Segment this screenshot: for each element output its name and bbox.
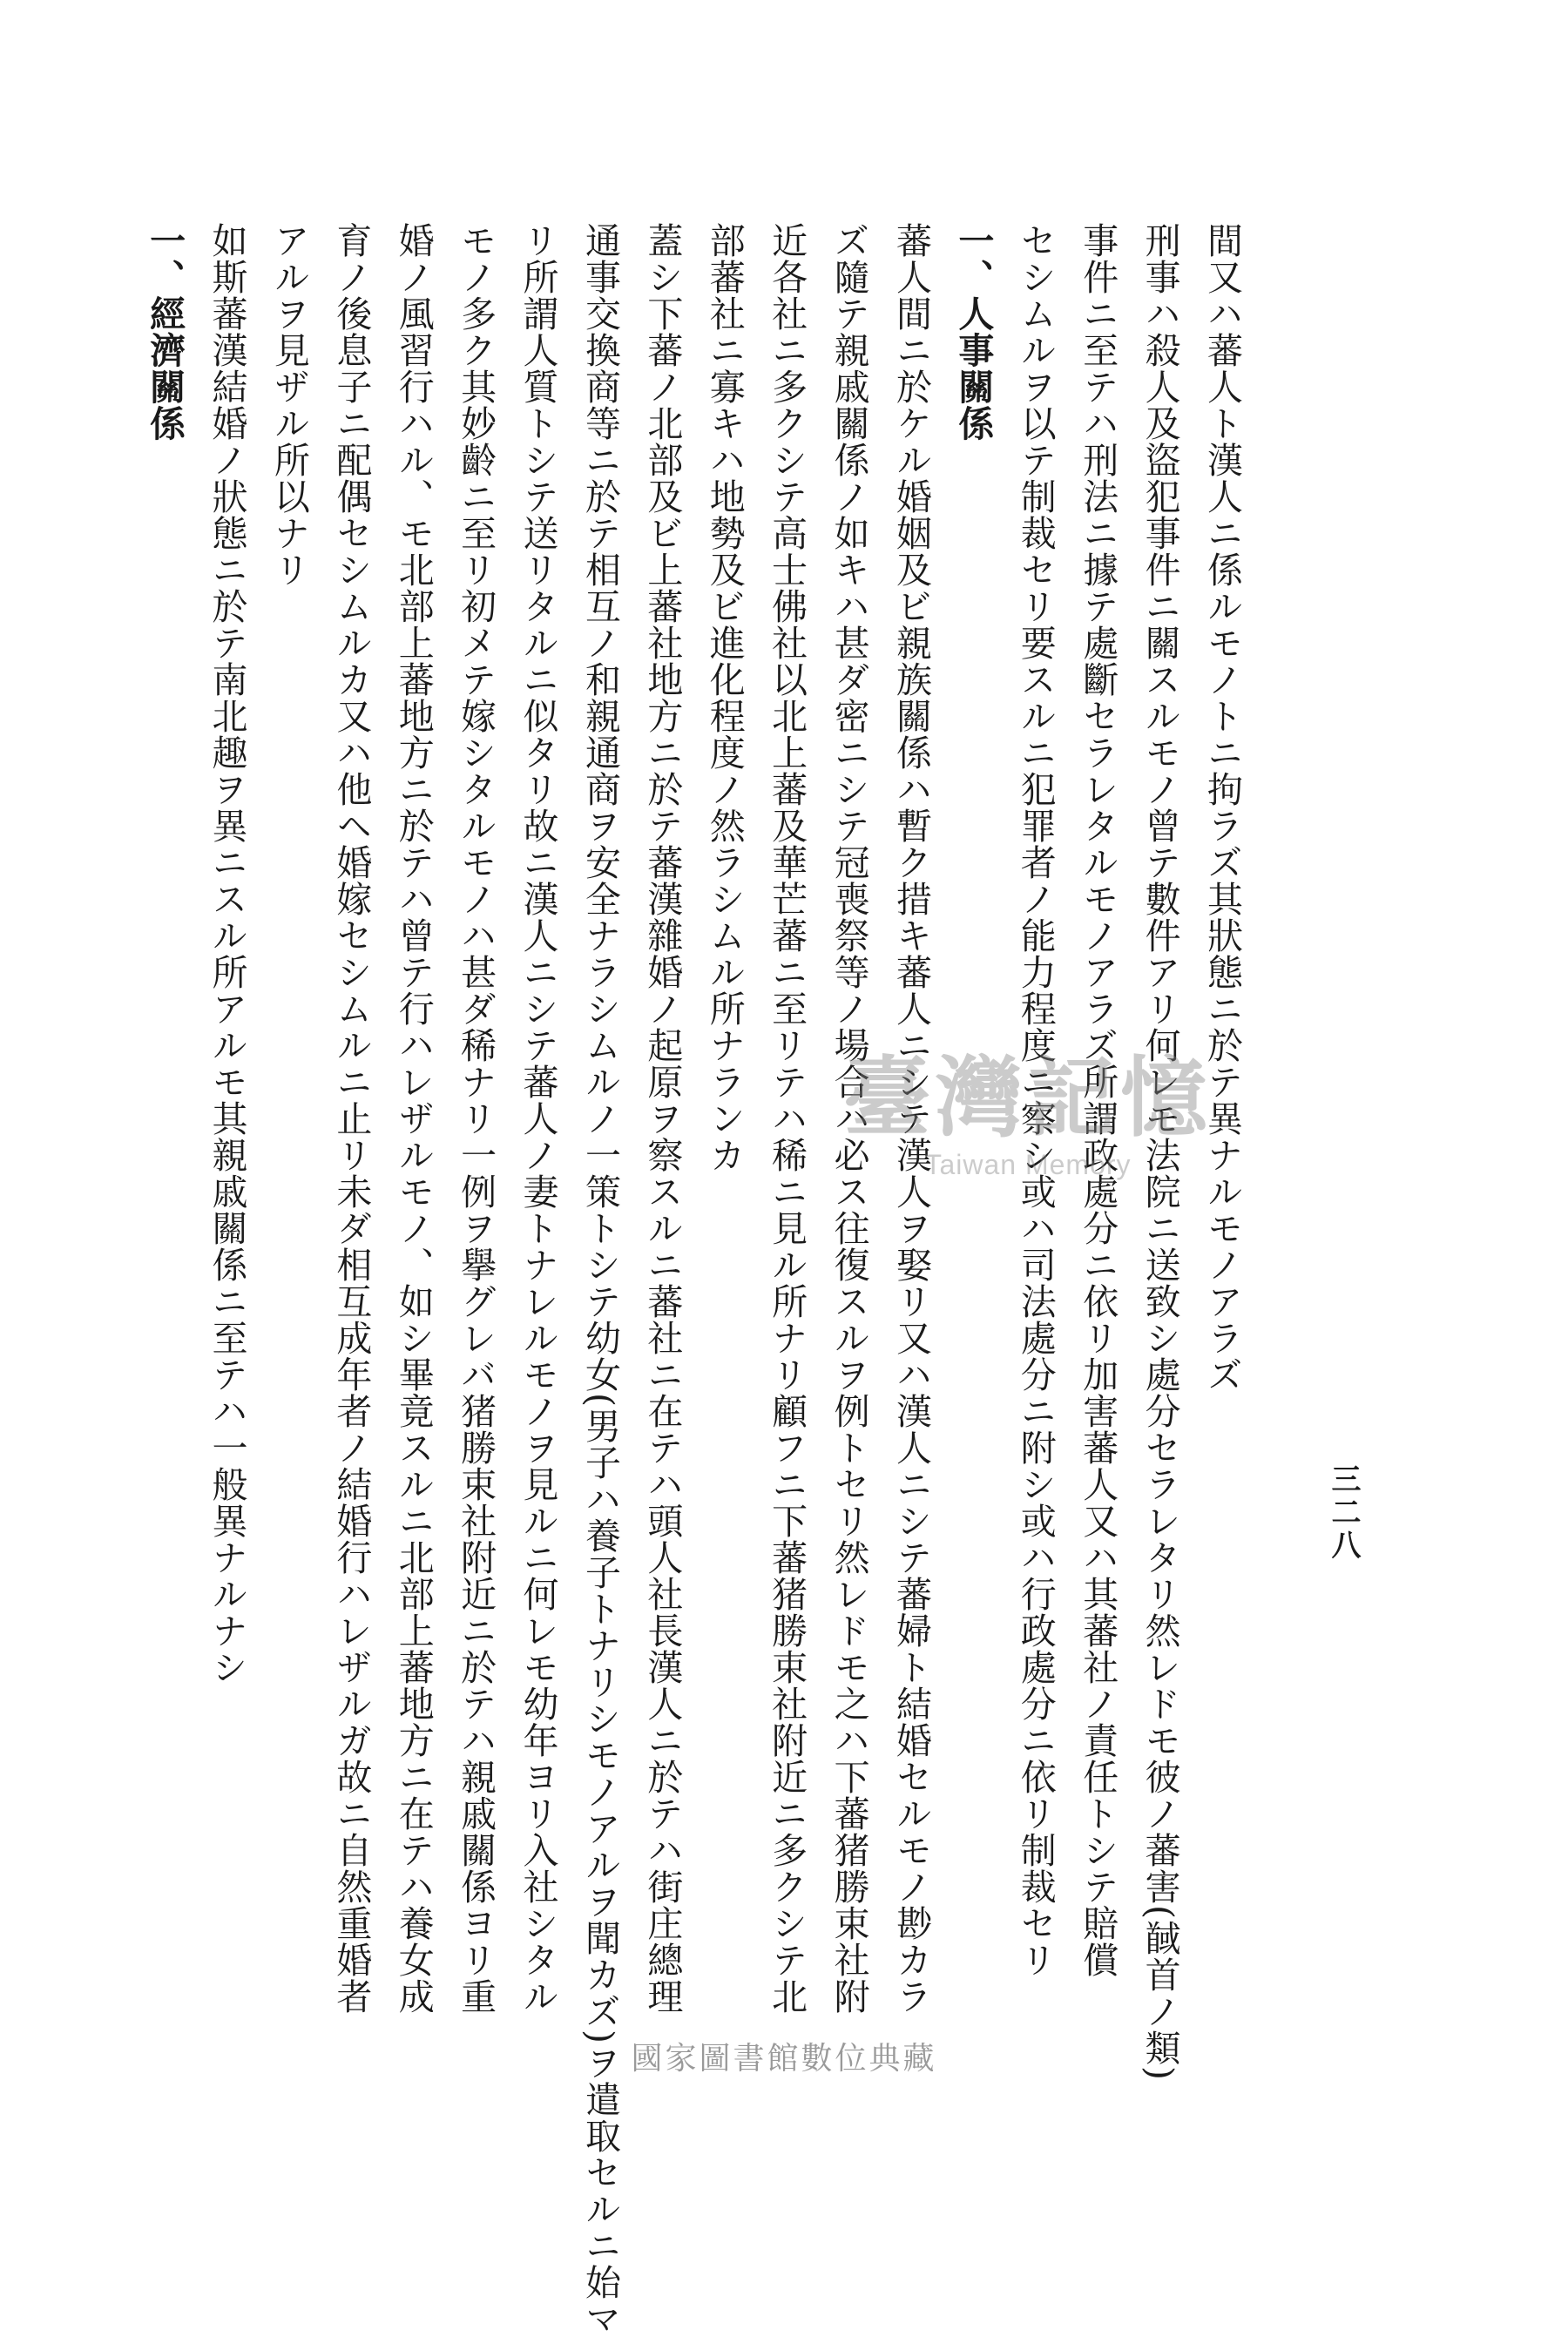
text-line: 如斯蕃漢結婚ノ狀態ニ於テ南北趣ヲ異ニスル所アルモ其親戚關係ニ至テハ一般異ナルナシ bbox=[206, 222, 248, 1685]
page-number: 三二八 bbox=[1326, 1463, 1361, 1563]
text-line: 蓋シ下蕃ノ北部及ビ上蕃社地方ニ於テ蕃漢雜婚ノ起原ヲ察スルニ蕃社ニ在テハ頭人社長漢人ニ於テハ街庄總理 bbox=[641, 222, 684, 2015]
text-line: セシムルヲ以テ制裁セリ要スルニ犯罪者ノ能力程度ニ察シ或ハ司法處分ニ附シ或ハ行政處分ニ依リ制裁セリ bbox=[1014, 222, 1057, 1978]
text-line: ズ隨テ親戚關係ノ如キハ甚ダ密ニシテ冠喪祭等ノ場合ハ必ス往復スルヲ例トセリ然レドモ之ハ下蕃猪勝束社附 bbox=[828, 222, 870, 2015]
text-line: 育ノ後息子ニ配偶セシムルカ又ハ他ヘ婚嫁セシムルニ止リ未ダ相互成年者ノ結婚行ハレザルガ故ニ自然重婚者 bbox=[330, 222, 373, 2015]
section-heading: 一、人事關係 bbox=[952, 222, 995, 442]
text-line: 近各社ニ多クシテ高士佛社以北上蕃及華芒蕃ニ至リテハ稀ニ見ル所ナリ顧フニ下蕃猪勝束社附近ニ多クシテ北 bbox=[766, 222, 808, 2015]
text-line: アルヲ見ザル所以ナリ bbox=[267, 222, 310, 588]
footer-credit: 國家圖書館數位典藏 bbox=[631, 2041, 937, 2077]
text-line: 部蕃社ニ寡キハ地勢及ビ進化程度ノ然ラシムル所ナランカ bbox=[703, 222, 746, 1173]
text-line: 事件ニ至テハ刑法ニ據テ處斷セラレタルモノアラズ所謂政處分ニ依リ加害蕃人又ハ其蕃社ノ責任トシテ賠償 bbox=[1077, 222, 1119, 1978]
text-line: 刑事ハ殺人及盜犯事件ニ關スルモノ曾テ數件アリ何レモ法院ニ送致シ處分セラレタリ然レドモ彼ノ蕃害(馘首ノ類) bbox=[1139, 222, 1181, 2081]
text-line: モノ多ク其妙齡ニ至リ初メテ嫁シタルモノハ甚ダ稀ナリ一例ヲ擧グレバ猪勝束社附近ニ於テハ親戚關係ヨリ重 bbox=[455, 222, 497, 2015]
watermark-english-text: Taiwan Memory bbox=[924, 1149, 1132, 1180]
text-line: 間又ハ蕃人ト漢人ニ係ルモノトニ拘ラズ其狀態ニ於テ異ナルモノアラズ bbox=[1201, 222, 1243, 1393]
text-line: 通事交換商等ニ於テ相互ノ和親通商ヲ安全ナラシムルノ一策トシテ幼女(男子ハ養子トナリシモノアルヲ聞カズ)ヲ遣取セルニ始マ bbox=[578, 222, 621, 2337]
text-line: リ所謂人質トシテ送リタルニ似タリ故ニ漢人ニシテ蕃人ノ妻トナレルモノヲ見ルニ何レモ幼年ヨリ入社シタル bbox=[517, 222, 559, 2015]
text-line: 婚ノ風習行ハル、モ北部上蕃地方ニ於テハ曾テ行ハレザルモノ、如シ畢竟スルニ北部上蕃地方ニ在テハ養女成 bbox=[392, 222, 435, 2015]
watermark-logo-text: 臺灣記憶 bbox=[843, 1046, 1213, 1149]
text-line: 蕃人間ニ於ケル婚姻及ビ親族關係ハ暫ク措キ蕃人ニシテ漢人ヲ娶リ又ハ漢人ニシテ蕃婦ト結婚セルモノ尠カラ bbox=[889, 222, 932, 2015]
section-heading: 一、經濟關係 bbox=[144, 222, 186, 442]
